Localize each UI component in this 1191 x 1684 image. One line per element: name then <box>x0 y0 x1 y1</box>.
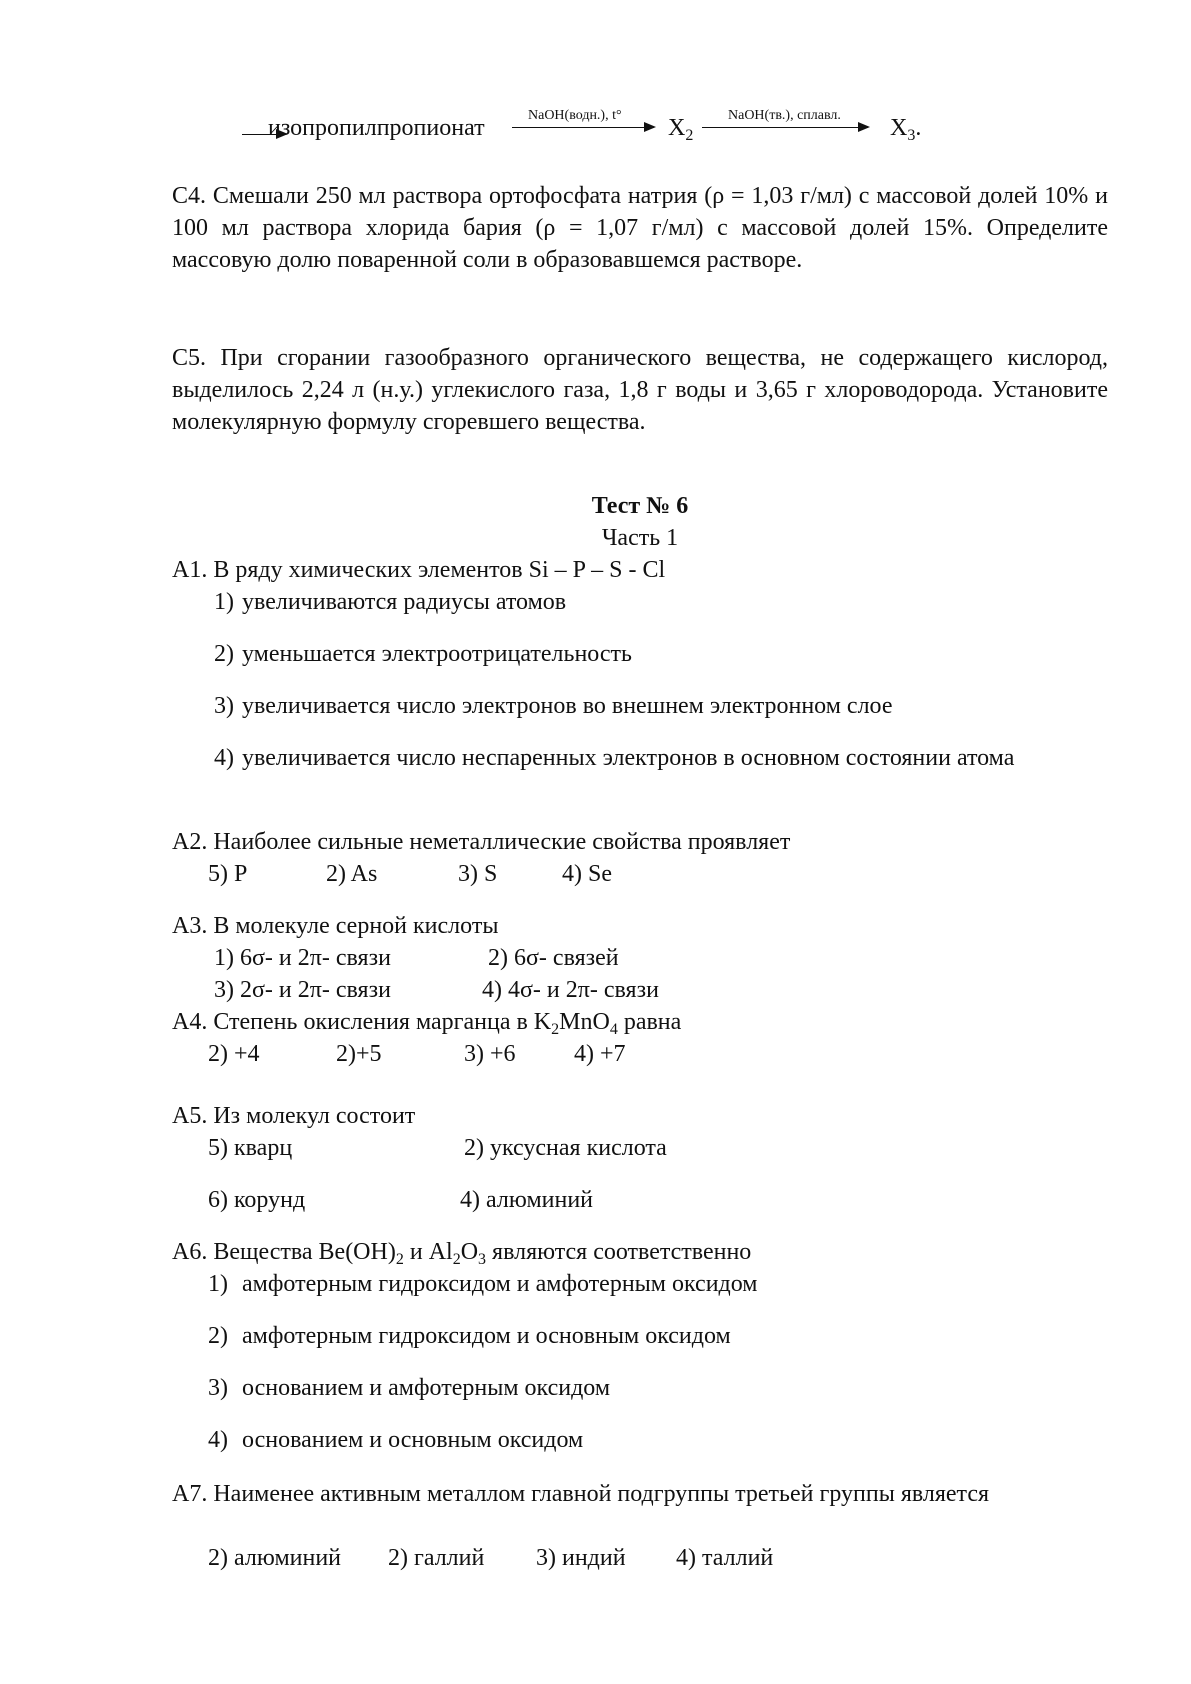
option-number: 1) <box>214 589 234 615</box>
a7-option-4: 4) таллий <box>676 1545 774 1571</box>
a5-option-1: 5) кварц <box>208 1135 293 1161</box>
a2-option-1: 5) P <box>208 861 248 887</box>
a4-option-1: 2) +4 <box>208 1041 260 1067</box>
a5-option-3: 6) корунд <box>208 1187 306 1213</box>
scheme-x3: $X_3$. <box>890 115 922 144</box>
a4-option-3: 3) +6 <box>464 1041 516 1067</box>
a7-option-1: 2) алюминий <box>208 1545 342 1571</box>
scheme-x2: $X_2$ <box>668 115 694 144</box>
a3-option-4: 4) 4σ- и 2π- связи <box>482 977 659 1003</box>
option-text: основанием и амфотерным оксидом <box>242 1375 611 1401</box>
a5-options-row2 <box>208 1184 808 1216</box>
question-a1: А1. В ряду химических элементов Si – P – S - Cl <box>172 557 666 583</box>
option-text: амфотерным гидроксидом и амфотерным оксидом <box>242 1271 758 1297</box>
option-number: 2) <box>208 1323 228 1349</box>
task-c4: С4. Смешали 250 мл раствора ортофосфата натрия (ρ = 1,03 г/мл) с массовой долей 10% и 100 мл раствора хлорида бария (ρ = 1,07 г/мл) с массовой долей 15%. Определите массовую долю поваренной соли в образовавшемся растворе. <box>172 183 1108 273</box>
reaction-arrow-2 <box>702 127 868 128</box>
option-number: 4) <box>214 745 234 771</box>
scheme-start-compound: изопропилпропионат <box>268 115 485 141</box>
option-number: 2) <box>214 641 234 667</box>
a2-option-3: 3) S <box>458 861 498 887</box>
reaction-scheme <box>250 108 1010 154</box>
question-a7: А7. Наименее активным металлом главной подгруппы третьей группы является <box>172 1481 990 1507</box>
a5-options-row1 <box>208 1132 808 1164</box>
test-title: Тест № 6 <box>591 493 689 519</box>
a3-options-row1 <box>214 942 814 974</box>
question-a2: А2. Наиболее сильные неметаллические свойства проявляет <box>172 829 791 855</box>
option-number: 3) <box>214 693 234 719</box>
task-c5: С5. При сгорании газообразного органического вещества, не содержащего кислород, выделилось 2,24 л (н.у.) углекислого газа, 1,8 г воды и 3,65 г хлороводорода. Установите молекулярную формулу сгоревшего вещества. <box>172 345 1108 435</box>
a1-option-4 <box>214 742 1108 806</box>
option-text: увеличивается число электронов во внешнем электронном слое <box>242 693 893 719</box>
a2-option-4: 4) Se <box>562 861 612 887</box>
a4-option-2: 2)+5 <box>336 1041 382 1067</box>
question-a3: А3. В молекуле серной кислоты <box>172 913 499 939</box>
option-text: увеличиваются радиусы атомов <box>242 589 567 615</box>
reaction-arrow-1 <box>512 127 654 128</box>
a2-option-2: 2) As <box>326 861 378 887</box>
arrow2-label: NaOH(тв.), сплавл. <box>728 108 841 123</box>
a2-options <box>208 858 708 890</box>
option-number: 4) <box>208 1427 228 1453</box>
a5-option-4: 4) алюминий <box>460 1187 594 1213</box>
option-text: уменьшается электроотрицательность <box>242 641 632 667</box>
a7-options <box>208 1542 808 1574</box>
question-a6: А6. Вещества $Be(OH)_2$ и $Al_2O_3$ являются соответственно <box>172 1239 752 1268</box>
a4-option-4: 4) +7 <box>574 1041 626 1067</box>
question-a4: А4. Степень окисления марганца в $K_2MnO_4$ равна <box>172 1009 682 1038</box>
question-a5: А5. Из молекул состоит <box>172 1103 416 1129</box>
a7-option-2: 2) галлий <box>388 1545 485 1571</box>
a3-option-3: 3) 2σ- и 2π- связи <box>214 977 391 1003</box>
part-title: Часть 1 <box>601 525 679 551</box>
option-text: основанием и основным оксидом <box>242 1427 584 1453</box>
option-number: 3) <box>208 1375 228 1401</box>
a5-option-2: 2) уксусная кислота <box>464 1135 667 1161</box>
a3-option-1: 1) 6σ- и 2π- связи <box>214 945 391 971</box>
a4-options <box>208 1038 708 1070</box>
option-text: амфотерным гидроксидом и основным оксидом <box>242 1323 731 1349</box>
a3-options-row2 <box>214 974 814 1006</box>
a7-option-3: 3) индий <box>536 1545 626 1571</box>
a3-option-2: 2) 6σ- связей <box>488 945 619 971</box>
option-number: 1) <box>208 1271 228 1297</box>
arrow1-label: NaOH(водн.), t° <box>528 108 622 123</box>
option-text: увеличивается число неспаренных электронов в основном состоянии атома <box>242 745 1015 771</box>
